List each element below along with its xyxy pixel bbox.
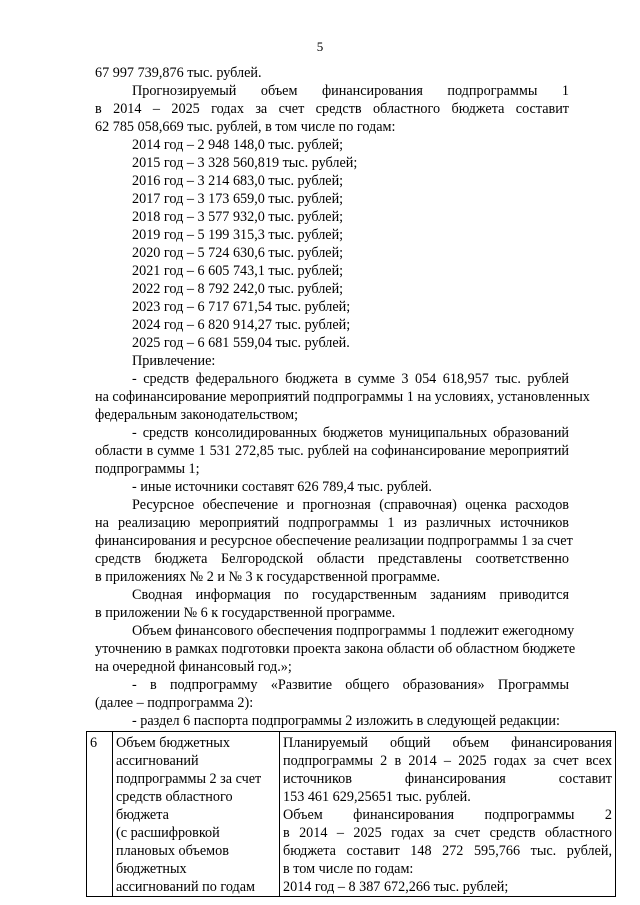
- name-line: бюджетных: [116, 861, 187, 877]
- name-line: ассигнований по годам: [116, 879, 255, 895]
- paragraph-line: - раздел 6 паспорта подпрограммы 2 изложить в следующей редакции:: [132, 713, 560, 729]
- paragraph-line: на реализацию мероприятий подпрограммы 1 из различных источников: [95, 515, 569, 531]
- year-item: 2023 год – 6 717 671,54 тыс. рублей;: [132, 299, 351, 315]
- paragraph-line: на софинансирование мероприятий подпрограммы 1 на условиях, установленных: [95, 389, 590, 405]
- year-item: 2016 год – 3 214 683,0 тыс. рублей;: [132, 173, 344, 189]
- paragraph-line: в 2014 – 2025 годах за счет средств областного бюджета составит: [95, 101, 569, 117]
- year-item: 2024 год – 6 820 914,27 тыс. рублей;: [132, 317, 351, 333]
- paragraph-line: финансирования и ресурсное обеспечение реализации подпрограммы 1 за счет: [95, 533, 573, 549]
- row-number: 6: [90, 735, 98, 751]
- paragraph-line: средств бюджета Белгородской области представлены соответственно: [95, 551, 569, 567]
- name-line: (с расшифровкой: [116, 825, 220, 841]
- table-row: [87, 732, 616, 897]
- content-line: подпрограммы 2 в 2014 – 2025 годах за счет всех: [283, 753, 612, 769]
- row-content-cell: [280, 732, 616, 897]
- year-item: 2014 год – 2 948 148,0 тыс. рублей;: [132, 137, 344, 153]
- content-line: Объем финансирования подпрограммы 2: [283, 807, 612, 823]
- year-item: 2025 год – 6 681 559,04 тыс. рублей.: [132, 335, 350, 351]
- paragraph-line: в приложениях № 2 и № 3 к государственной программе.: [95, 569, 441, 585]
- content-line: 153 461 629,25651 тыс. рублей.: [283, 789, 471, 805]
- name-line: средств областного: [116, 789, 233, 805]
- content-line: Планируемый общий объем финансирования: [283, 735, 612, 751]
- name-line: ассигнований: [116, 753, 199, 769]
- paragraph-line: - средств федерального бюджета в сумме 3 054 618,957 тыс. рублей: [132, 371, 569, 387]
- paragraph-line: подпрограммы 1;: [95, 461, 200, 477]
- content-line: в 2014 – 2025 годах за счет средств областного: [283, 825, 612, 841]
- paragraph-line: Сводная информация по государственным заданиям приводится: [132, 587, 569, 603]
- name-line: бюджета: [116, 807, 169, 823]
- row-name-cell: [113, 732, 280, 897]
- year-item: 2021 год – 6 605 743,1 тыс. рублей;: [132, 263, 344, 279]
- paragraph-line: 62 785 058,669 тыс. рублей, в том числе по годам:: [95, 119, 396, 135]
- page-number: 5: [316, 39, 324, 54]
- year-item: 2022 год – 8 792 242,0 тыс. рублей;: [132, 281, 344, 297]
- paragraph-line: Привлечение:: [132, 353, 216, 369]
- paragraph-line: Объем финансового обеспечения подпрограммы 1 подлежит ежегодному: [132, 623, 575, 639]
- paragraph-line: федеральным законодательством;: [95, 407, 299, 423]
- paragraph-line: - иные источники составят 626 789,4 тыс. рублей.: [132, 479, 432, 495]
- paragraph-line: области в сумме 1 531 272,85 тыс. рублей на софинансирование мероприятий: [95, 443, 569, 459]
- year-item: 2018 год – 3 577 932,0 тыс. рублей;: [132, 209, 344, 225]
- content-line: бюджета составит 148 272 595,766 тыс. рублей,: [283, 843, 612, 859]
- paragraph-line: - средств консолидированных бюджетов муниципальных образований: [132, 425, 569, 441]
- paragraph-line: Прогнозируемый объем финансирования подпрограммы 1: [132, 83, 569, 99]
- paragraph-line: - в подпрограмму «Развитие общего образования» Программы: [132, 677, 569, 693]
- content-line: в том числе по годам:: [283, 861, 414, 877]
- year-item: 2017 год – 3 173 659,0 тыс. рублей;: [132, 191, 344, 207]
- paragraph-line: в приложении № 6 к государственной программе.: [95, 605, 396, 621]
- content-line: источников финансирования составит: [283, 771, 612, 787]
- year-item: 2020 год – 5 724 630,6 тыс. рублей;: [132, 245, 344, 261]
- year-item: 2019 год – 5 199 315,3 тыс. рублей;: [132, 227, 344, 243]
- paragraph-line: (далее – подпрограмма 2):: [95, 695, 254, 711]
- paragraph-line: Ресурсное обеспечение и прогнозная (справочная) оценка расходов: [132, 497, 569, 513]
- paragraph-line: 67 997 739,876 тыс. рублей.: [95, 65, 262, 81]
- content-line: 2014 год – 8 387 672,266 тыс. рублей;: [283, 879, 509, 895]
- name-line: подпрограммы 2 за счет: [116, 771, 262, 787]
- passport-table: [86, 731, 616, 897]
- paragraph-line: уточнению в рамках подготовки проекта закона области об областном бюджете: [95, 641, 576, 657]
- paragraph-line: на очередной финансовый год.»;: [95, 659, 292, 675]
- name-line: Объем бюджетных: [116, 735, 230, 751]
- row-number-cell: [87, 732, 113, 897]
- year-item: 2015 год – 3 328 560,819 тыс. рублей;: [132, 155, 358, 171]
- name-line: плановых объемов: [116, 843, 229, 859]
